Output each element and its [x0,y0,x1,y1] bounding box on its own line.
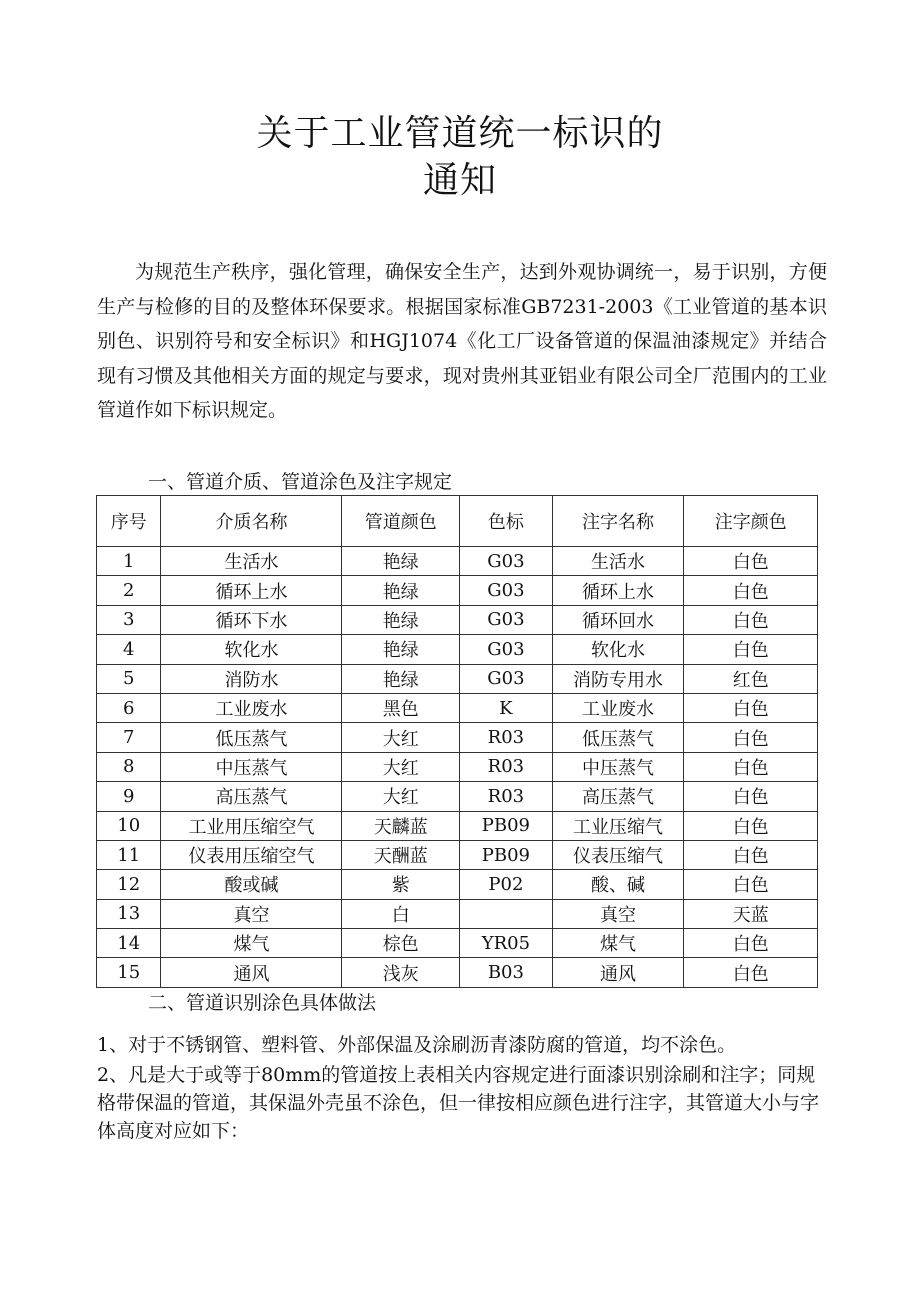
cell-color-code: R03 [460,782,552,811]
cell-medium: 消防水 [161,664,342,693]
cell-label-name: 工业废水 [552,693,684,722]
cell-label-color: 白色 [684,752,818,781]
cell-medium: 通风 [161,958,342,987]
cell-pipe-color: 艳绿 [342,547,460,576]
cell-medium: 生活水 [161,547,342,576]
table-row [97,605,818,634]
table-row [97,929,818,958]
cell-index: 12 [97,870,161,899]
cell-label-color: 白色 [684,605,818,634]
cell-color-code: PB09 [460,811,552,840]
cell-medium: 工业用压缩空气 [161,811,342,840]
cell-label-color: 白色 [684,840,818,869]
cell-color-code: G03 [460,547,552,576]
cell-medium: 仪表用压缩空气 [161,840,342,869]
cell-label-name: 低压蒸气 [552,723,684,752]
cell-index: 1 [97,547,161,576]
cell-index: 15 [97,958,161,987]
cell-label-color: 白色 [684,723,818,752]
table-row [97,723,818,752]
cell-index: 9 [97,782,161,811]
cell-medium: 真空 [161,899,342,928]
cell-label-color: 白色 [684,958,818,987]
document-title-line-2: 通知 [422,160,497,201]
cell-medium: 酸或碱 [161,870,342,899]
cell-label-name: 仪表压缩气 [552,840,684,869]
cell-index: 14 [97,929,161,958]
cell-label-name: 煤气 [552,929,684,958]
cell-label-name: 软化水 [552,635,684,664]
cell-label-color: 白色 [684,811,818,840]
table-row [97,958,818,987]
cell-medium: 低压蒸气 [161,723,342,752]
cell-label-color: 白色 [684,547,818,576]
cell-index: 11 [97,840,161,869]
cell-medium: 软化水 [161,635,342,664]
cell-color-code: R03 [460,723,552,752]
cell-label-name: 生活水 [552,547,684,576]
cell-index: 4 [97,635,161,664]
rule-item-1: 1、对于不锈钢管、塑料管、外部保温及涂刷沥青漆防腐的管道，均不涂色。 [97,1034,737,1056]
table-row [97,752,818,781]
cell-pipe-color: 大红 [342,723,460,752]
cell-pipe-color: 白 [342,899,460,928]
table-row [97,811,818,840]
cell-medium: 循环下水 [161,605,342,634]
rule-item-2: 2、凡是大于或等于80mm的管道按上表相关内容规定进行面漆识别涂刷和注字；同规格带保温的管道，其保温外壳虽不涂色，但一律按相应颜色进行注字，其管道大小与字体高度对应如下： [97,1064,820,1142]
cell-index: 6 [97,693,161,722]
cell-color-code: P02 [460,870,552,899]
cell-label-name: 中压蒸气 [552,752,684,781]
header-medium: 介质名称 [161,496,342,547]
cell-label-color: 白色 [684,576,818,605]
cell-index: 8 [97,752,161,781]
cell-color-code: K [460,693,552,722]
cell-label-color: 白色 [684,635,818,664]
table-row [97,576,818,605]
cell-color-code: YR05 [460,929,552,958]
header-color-code: 色标 [460,496,552,547]
cell-color-code: G03 [460,605,552,634]
cell-label-color: 白色 [684,693,818,722]
cell-pipe-color: 大红 [342,782,460,811]
cell-index: 5 [97,664,161,693]
cell-label-name: 真空 [552,899,684,928]
cell-label-color: 白色 [684,782,818,811]
cell-index: 7 [97,723,161,752]
table-row [97,782,818,811]
cell-medium: 循环上水 [161,576,342,605]
cell-medium: 煤气 [161,929,342,958]
cell-pipe-color: 棕色 [342,929,460,958]
cell-pipe-color: 天麟蓝 [342,811,460,840]
cell-color-code [460,899,552,928]
cell-label-name: 循环上水 [552,576,684,605]
cell-color-code: B03 [460,958,552,987]
cell-pipe-color: 浅灰 [342,958,460,987]
cell-pipe-color: 艳绿 [342,635,460,664]
cell-index: 3 [97,605,161,634]
cell-color-code: G03 [460,576,552,605]
table-row [97,693,818,722]
cell-label-name: 工业压缩气 [552,811,684,840]
table-row [97,635,818,664]
cell-label-name: 高压蒸气 [552,782,684,811]
cell-label-name: 循环回水 [552,605,684,634]
cell-label-color: 白色 [684,870,818,899]
cell-medium: 工业废水 [161,693,342,722]
cell-index: 10 [97,811,161,840]
cell-index: 2 [97,576,161,605]
cell-pipe-color: 艳绿 [342,605,460,634]
header-index: 序号 [97,496,161,547]
table-header-row [97,496,818,547]
cell-label-color: 白色 [684,929,818,958]
cell-pipe-color: 艳绿 [342,576,460,605]
cell-color-code: R03 [460,752,552,781]
cell-pipe-color: 紫 [342,870,460,899]
cell-color-code: G03 [460,635,552,664]
cell-pipe-color: 黑色 [342,693,460,722]
cell-medium: 高压蒸气 [161,782,342,811]
cell-label-name: 酸、碱 [552,870,684,899]
header-label-color: 注字颜色 [684,496,818,547]
cell-label-color: 红色 [684,664,818,693]
cell-pipe-color: 大红 [342,752,460,781]
table-row [97,870,818,899]
cell-pipe-color: 天酬蓝 [342,840,460,869]
cell-index: 13 [97,899,161,928]
pipe-marking-table [96,495,818,988]
header-label-name: 注字名称 [552,496,684,547]
table-row [97,840,818,869]
section-heading-2: 二、管道识别涂色具体做法 [148,992,377,1014]
cell-color-code: G03 [460,664,552,693]
cell-label-name: 通风 [552,958,684,987]
cell-color-code: PB09 [460,840,552,869]
header-pipe-color: 管道颜色 [342,496,460,547]
document-title-line-1: 关于工业管道统一标识的 [256,113,664,154]
cell-medium: 中压蒸气 [161,752,342,781]
table-row [97,899,818,928]
table-row [97,664,818,693]
table-row [97,547,818,576]
cell-pipe-color: 艳绿 [342,664,460,693]
intro-paragraph: 为规范生产秩序，强化管理，确保安全生产，达到外观协调统一，易于识别，方便生产与检修的目的及整体环保要求。根据国家标准GB7231-2003《工业管道的基本识别色、识别符号和安全标识》和HGJ1074《化工厂设备管道的保温油漆规定》并结合现有习惯及其他相关方面的规定与要求，现对贵州其亚铝业有限公司全厂范围内的工业管道作如下标识规定。 [97,261,827,421]
section-heading-1: 一、管道介质、管道涂色及注字规定 [148,471,453,493]
cell-label-color: 天蓝 [684,899,818,928]
cell-label-name: 消防专用水 [552,664,684,693]
